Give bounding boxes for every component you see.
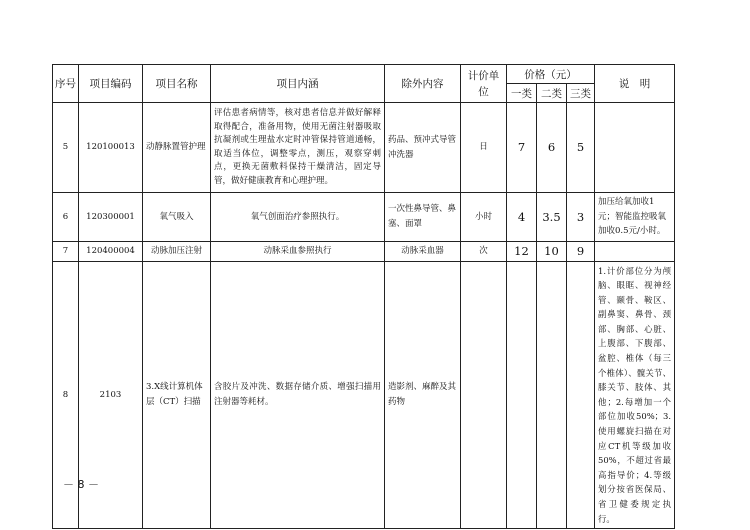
row-unit: 日 bbox=[461, 103, 507, 193]
header-unit: 计价单位 bbox=[461, 65, 507, 103]
table-row bbox=[53, 261, 675, 529]
row-price-class2: 10 bbox=[537, 241, 567, 261]
header-class2: 二类 bbox=[537, 84, 567, 103]
row-note bbox=[595, 103, 675, 193]
row-price-class1 bbox=[507, 261, 537, 529]
row-seq: 7 bbox=[53, 241, 79, 261]
header-excluded: 除外内容 bbox=[385, 65, 461, 103]
row-price-class1: 4 bbox=[507, 193, 537, 242]
price-table bbox=[52, 64, 675, 529]
row-excluded: 药品、预冲式导管冲洗器 bbox=[385, 103, 461, 193]
row-price-class2: 3.5 bbox=[537, 193, 567, 242]
row-code: 120100013 bbox=[79, 103, 143, 193]
table-row bbox=[53, 103, 675, 193]
row-content: 动脉采血参照执行 bbox=[211, 241, 385, 261]
header-name: 项目名称 bbox=[143, 65, 211, 103]
row-code: 120400004 bbox=[79, 241, 143, 261]
row-note: 1.计价部位分为颅脑、眼眶、视神经管、颞骨、鞍区、副鼻窦、鼻骨、颈部、胸部、心脏、上腹部、下腹部、盆腔、椎体（每三个椎体）、髋关节、膝关节、肢体、其他；2.每增加一个部位加收50%；3.使用螺旋扫描在对应CT机等级加收50%，不超过省最高指导价；4.等级划分按省医保局、省卫健委规定执行。 bbox=[595, 261, 675, 529]
row-seq: 5 bbox=[53, 103, 79, 193]
row-name: 3.X线计算机体层（CT）扫描 bbox=[143, 261, 211, 529]
row-name: 动静脉置管护理 bbox=[143, 103, 211, 193]
header-content: 项目内涵 bbox=[211, 65, 385, 103]
row-excluded: 一次性鼻导管、鼻塞、面罩 bbox=[385, 193, 461, 242]
row-price-class3: 9 bbox=[567, 241, 595, 261]
table-row bbox=[53, 241, 675, 261]
header-price: 价格（元） bbox=[507, 65, 595, 84]
row-note: 加压给氧加收1元；智能监控吸氧加收0.5元/小时。 bbox=[595, 193, 675, 242]
header-code: 项目编码 bbox=[79, 65, 143, 103]
row-note bbox=[595, 241, 675, 261]
row-content: 含胶片及冲洗、数据存储介质、增强扫描用注射器等耗材。 bbox=[211, 261, 385, 529]
row-price-class1: 7 bbox=[507, 103, 537, 193]
row-price-class3: 3 bbox=[567, 193, 595, 242]
header-seq: 序号 bbox=[53, 65, 79, 103]
row-unit bbox=[461, 261, 507, 529]
row-price-class3 bbox=[567, 261, 595, 529]
page-number: － 8 － bbox=[63, 478, 99, 491]
row-excluded: 动脉采血器 bbox=[385, 241, 461, 261]
row-name: 氧气吸入 bbox=[143, 193, 211, 242]
row-content: 评估患者病情等，核对患者信息并做好解释取得配合，准备用物，使用无菌注射器吸取抗凝剂或生理盐水定时冲管保持管道通畅，取适当体位，调整零点，测压，观察穿刺点，更换无菌敷料保持干燥清洁，固定导管，做好健康教育和心理护理。 bbox=[211, 103, 385, 193]
row-seq: 6 bbox=[53, 193, 79, 242]
row-content: 氧气创面治疗参照执行。 bbox=[211, 193, 385, 242]
row-price-class2: 6 bbox=[537, 103, 567, 193]
header-class1: 一类 bbox=[507, 84, 537, 103]
row-price-class1: 12 bbox=[507, 241, 537, 261]
row-unit: 次 bbox=[461, 241, 507, 261]
row-price-class3: 5 bbox=[567, 103, 595, 193]
table-row bbox=[53, 193, 675, 242]
row-name: 动脉加压注射 bbox=[143, 241, 211, 261]
row-unit: 小时 bbox=[461, 193, 507, 242]
row-code: 120300001 bbox=[79, 193, 143, 242]
row-excluded: 造影剂、麻醉及其药物 bbox=[385, 261, 461, 529]
header-class3: 三类 bbox=[567, 84, 595, 103]
row-seq: 8 bbox=[53, 261, 79, 529]
row-code: 2103 bbox=[79, 261, 143, 529]
row-price-class2 bbox=[537, 261, 567, 529]
header-note: 说 明 bbox=[595, 65, 675, 103]
